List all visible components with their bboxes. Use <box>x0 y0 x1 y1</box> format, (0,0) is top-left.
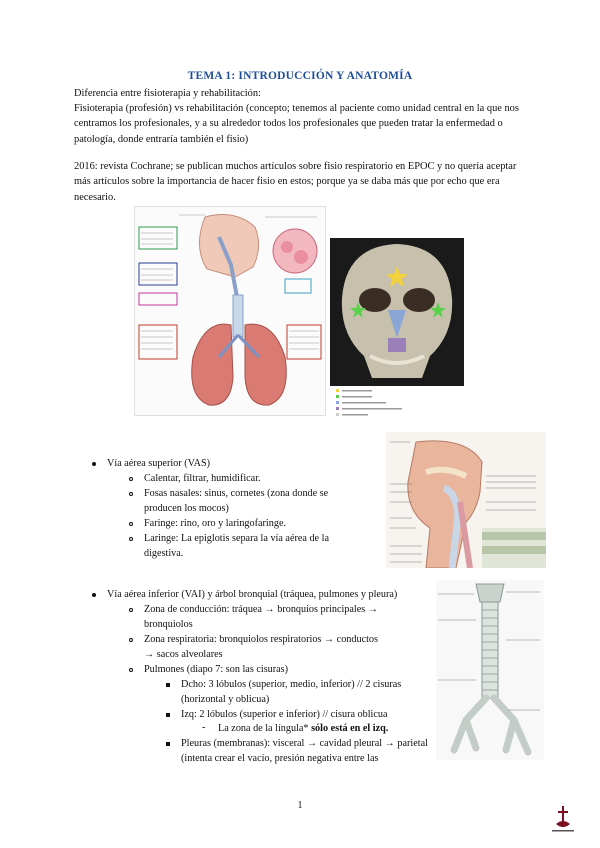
vas-item-2: Fosas nasales: sinus, cornetes (zona donde se producen los mocos) <box>144 488 329 514</box>
intro-heading: Diferencia entre fisioterapia y rehabilitación: <box>74 88 261 99</box>
vai-sub-1: Dcho: 3 lóbulos (superior, medio, inferior) // 2 cisuras (horizontal y oblicua) <box>181 679 402 705</box>
list-bullet <box>129 522 133 526</box>
trachea-bronchial-tree-illustration <box>436 580 544 760</box>
page-number: 1 <box>297 800 303 811</box>
logo <box>548 804 578 834</box>
intro-paragraph-2: 2016: revista Cochrane; se publican muchos artículos sobre fisio respiratorio en EPOC y no quería aceptar más artículos sobre la importancia de hacer fisio en estos; porque ya se daba más que por echo que era necesario. <box>74 161 517 203</box>
vai-heading: Vía aérea inferior (VAI) y árbol bronquial (tráquea, pulmones y pleura) <box>107 589 398 600</box>
airway-anatomy-figure <box>134 206 326 416</box>
vai-item-3: Pulmones (diapo 7: son las cisuras) <box>144 664 289 675</box>
vai-bullet <box>92 593 96 597</box>
paranasal-sinus-skull-image <box>330 238 464 386</box>
vas-item-3: Faringe: rino, oro y laringofaringe. <box>144 518 287 529</box>
vas-item-4: Laringe: La epiglotis separa la vía aérea de la digestiva. <box>144 533 329 559</box>
list-bullet <box>129 537 133 541</box>
upper-airway-figure <box>386 432 546 568</box>
skull-legend-marks <box>336 388 456 424</box>
vai-lingula-bold: sólo está en el izq. <box>311 723 389 734</box>
list-bullet <box>129 608 133 612</box>
list-bullet <box>166 742 170 746</box>
vai-lingula <box>218 721 428 736</box>
list-bullet <box>129 477 133 481</box>
vas-bullet <box>92 462 96 466</box>
vas-item-1: Calentar, filtrar, humidificar. <box>144 473 261 484</box>
vai-item-1: Zona de conducción: tráquea → bronquios principales → bronquiolos <box>144 604 378 630</box>
logo-icon <box>548 804 578 834</box>
list-dash: - <box>202 722 206 733</box>
vai-sub-2: Izq: 2 lóbulos (superior e inferior) // cisura oblicua <box>181 709 388 720</box>
vai-sub-3: Pleuras (membranas): visceral → cavidad pleural → parietal (intenta crear el vacío, presión negativa entre las <box>181 738 428 764</box>
vai-item-2: Zona respiratoria: bronquiolos respiratorios → conductos → sacos alveolares <box>144 634 378 660</box>
list-bullet <box>129 638 133 642</box>
vas-heading: Vía aérea superior (VAS) <box>107 458 211 469</box>
intro-paragraph-1: Fisioterapia (profesión) vs rehabilitación (concepto; tenemos al paciente como unidad central en la que nos centramos los profesionales, y a su alrededor todos los profesionales que pueden tratar la enfermedad o patología, donde entraría también el fisio) <box>74 103 519 145</box>
vai-lingula-text: La zona de la língula* <box>218 723 312 734</box>
list-bullet <box>166 683 170 687</box>
skull-sinus-figure <box>330 238 464 386</box>
upper-airway-sagittal-illustration <box>386 432 546 568</box>
list-bullet <box>129 668 133 672</box>
page-title: TEMA 1: INTRODUCCIÓN Y ANATOMÍA <box>187 70 413 82</box>
skull-legend <box>336 388 456 424</box>
list-bullet <box>129 492 133 496</box>
list-bullet <box>166 713 170 717</box>
airway-anatomy-illustration <box>135 207 325 415</box>
trachea-figure <box>436 580 544 760</box>
